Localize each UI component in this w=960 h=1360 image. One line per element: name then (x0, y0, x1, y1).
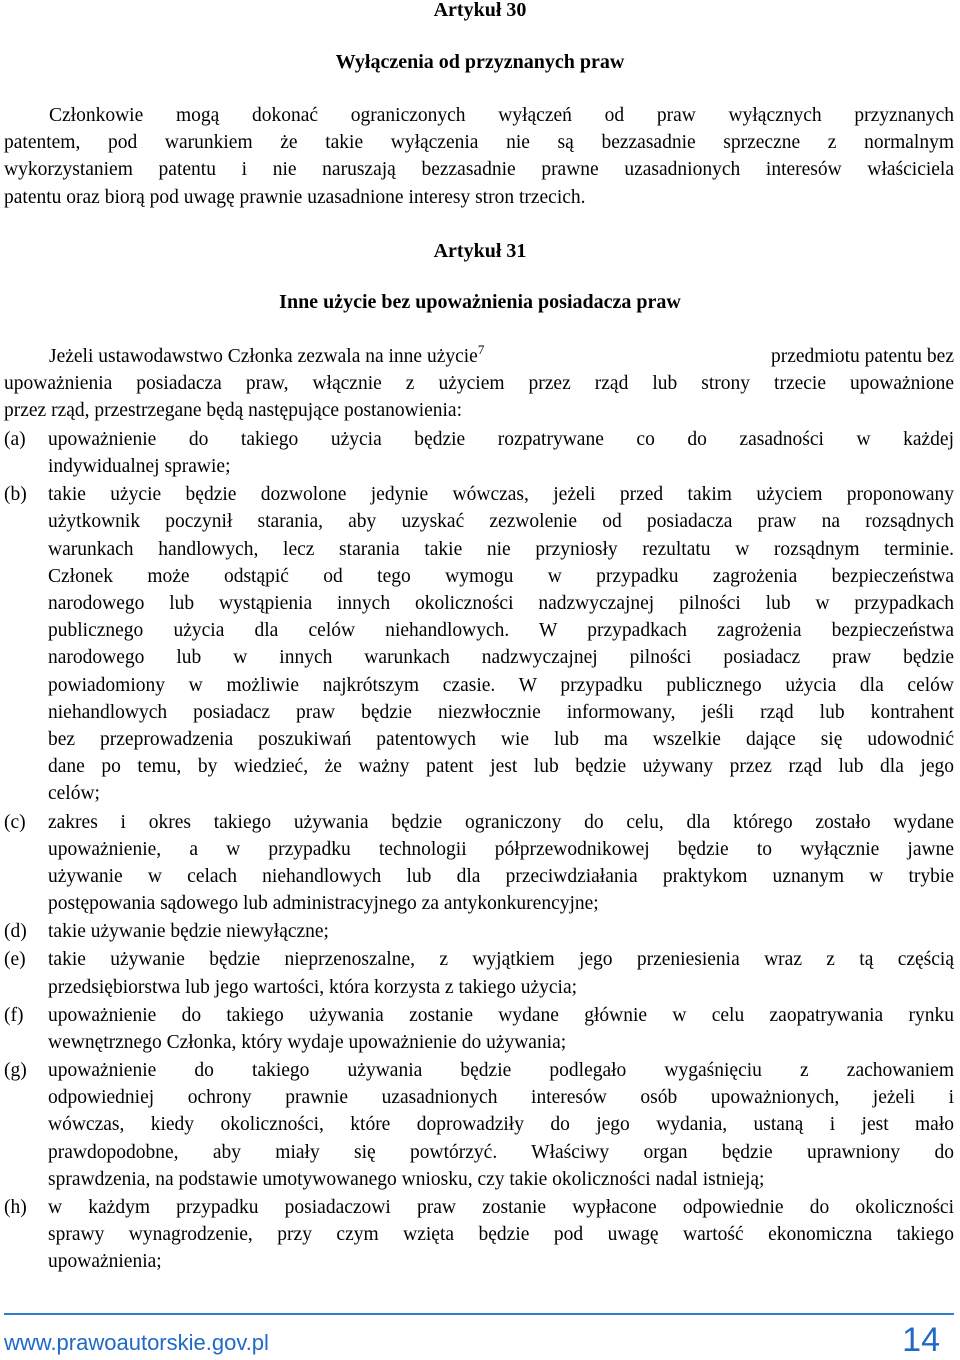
list-item-text (48, 1057, 954, 1193)
list-item-label: (c) (4, 811, 26, 833)
list-item-text (48, 809, 954, 918)
list-item-line: Członek może odstąpić od tego wymogu w przypadku zagrożenia bezpieczeństwa (48, 565, 954, 587)
list-item-text (48, 1194, 954, 1276)
list-item-text (48, 946, 954, 1000)
paragraph-line: przez rząd, przestrzegane będą następujące postanowienia: (4, 400, 463, 422)
list-item-label: (e) (4, 949, 26, 971)
list-item-text (48, 918, 954, 945)
paragraph-line: wykorzystaniem patentu i nie naruszają bezzasadnie prawne uzasadnionych interesów właściciela (4, 159, 954, 181)
intro-line-first (4, 343, 954, 370)
list-item-label: (b) (4, 484, 27, 506)
paragraph-line: patentem, pod warunkiem że takie wyłączenia nie są bezzasadnie sprzeczne z normalnym (4, 132, 954, 154)
list-item-line: publicznego użycia dla celów niehandlowych. W przypadkach zagrożenia bezpieczeństwa (48, 620, 954, 642)
list-item-line: dane po temu, by wiedzieć, że ważny patent jest lub będzie używany przez rząd lub dla jego (48, 756, 954, 778)
list-item-line: warunkach handlowych, lecz starania takie nie przyniosły rezultatu w rozsądnym terminie. (48, 538, 954, 560)
intro-text-b: przedmiotu patentu bez (770, 346, 954, 367)
list-item-line: przedsiębiorstwa lub jego wartości, która korzysta z takiego użycia; (48, 976, 578, 998)
list-item-line: użytkownik poczynił starania, aby uzyskać zezwolenie od posiadacza praw na rozsądnych (48, 511, 954, 533)
list-item-line: takie użycie będzie dozwolone jedynie wówczas, jeżeli przed takim użyciem proponowany (48, 484, 954, 506)
list-item-line: upoważnienie do takiego użycia będzie rozpatrywane co do zasadności w każdej (48, 429, 954, 450)
footer-link[interactable]: www.prawoautorskie.gov.pl (4, 1330, 269, 1355)
list-item-label: (d) (4, 921, 27, 943)
list-item-label: (h) (4, 1196, 27, 1218)
list-item-line: postępowania sądowego lub administracyjnego za antykonkurencyjne; (48, 893, 599, 915)
article-31-subtitle: Inne użycie bez upoważnienia posiadacza praw (279, 291, 681, 313)
page-number: 14 (902, 1321, 940, 1359)
list-item-line: narodowego lub w innych warunkach nadzwyczajnej pilności posiadacz praw będzie (48, 647, 954, 669)
list-item-line: upoważnienia; (48, 1251, 162, 1273)
list-item-line: sprawdzenia, na podstawie umotywowanego wniosku, czy takie okoliczności nadal istnieją; (48, 1168, 765, 1190)
article-30-paragraph (4, 102, 954, 211)
list-item-line: odpowiedniej ochrony prawnie uzasadnionych interesów osób upoważnionych, jeżeli i (48, 1087, 954, 1109)
list-item-line: w każdym przypadku posiadaczowi praw zostanie wypłacone odpowiednie do okoliczności (48, 1196, 954, 1218)
intro-text-a: Jeżeli ustawodawstwo Członka zezwala na inne użycie$^7$ (49, 342, 485, 367)
footnote-marker[interactable]: 7 (477, 342, 485, 357)
article-30-title: Artykuł 30 (433, 0, 527, 21)
list-item-line: takie używanie będzie nieprzenoszalne, z wyjątkiem jego przeniesienia wraz z tą częścią (48, 949, 954, 971)
list-item-line: powiadomiony w możliwie najkrótszym czasie. W przypadku publicznego użycia dla celów (48, 674, 954, 696)
footer-divider (4, 1313, 954, 1315)
list-item-line: indywidualnej sprawie; (48, 456, 231, 478)
list-item-line: niehandlowych posiadacz praw będzie niezwłocznie informowany, jeśli rząd lub kontrahent (48, 701, 954, 723)
list-item-line: upoważnienie do takiego używania zostanie wydane głównie w celu zaopatrywania rynku (48, 1004, 954, 1026)
article-31-intro (4, 343, 954, 425)
paragraph-line: upoważnienia posiadacza praw, włącznie z użyciem przez rząd lub strony trzecie upoważnione (4, 373, 954, 395)
list-item-label: (a) (4, 429, 26, 450)
list-item-line: narodowego lub wystąpienia innych okoliczności nadzwyczajnej pilności lub w przypadkach (48, 593, 954, 615)
article-30-subtitle: Wyłączenia od przyznanych praw (335, 51, 625, 73)
list-item-text (48, 426, 954, 480)
list-item-line: bez przeprowadzenia poszukiwań patentowych wie lub ma wszelkie dające się udowodnić (48, 728, 954, 750)
list-item-line: upoważnienie, a w przypadku technologii półprzewodnikowej będzie to wyłącznie jawne (48, 838, 954, 860)
article-31-title: Artykuł 31 (433, 240, 527, 262)
list-item-line: wewnętrznego Członka, który wydaje upoważnienie do używania; (48, 1031, 567, 1053)
list-item-label: (f) (4, 1004, 24, 1026)
list-item-line: sprawy wynagrodzenie, przy czym wzięta będzie pod uwagę wartość ekonomiczna takiego (48, 1224, 954, 1246)
list-item-line: celów; (48, 783, 100, 805)
list-item-line: prawdopodobne, aby miały się powtórzyć. Właściwy organ będzie uprawniony do (48, 1141, 954, 1163)
list-item-text (48, 481, 954, 807)
paragraph-line: patentu oraz biorą pod uwagę prawnie uzasadnione interesy stron trzecich. (4, 186, 586, 208)
list-item-line: upoważnienie do takiego używania będzie podlegało wygaśnięciu z zachowaniem (48, 1060, 954, 1081)
paragraph-line: Członkowie mogą dokonać ograniczonych wyłączeń od praw wyłącznych przyznanych (49, 105, 954, 126)
list-item-line: używanie w celach niehandlowych lub dla przeciwdziałania praktykom uznanym w trybie (48, 865, 954, 887)
list-item-line: takie używanie będzie niewyłączne; (48, 921, 329, 943)
list-item-line: wówczas, kiedy okoliczności, które doprowadziły do jego wydania, ustaną i jest mało (48, 1114, 954, 1136)
list-item-label: (g) (4, 1060, 27, 1081)
list-item-text (48, 1002, 954, 1056)
list-item-line: zakres i okres takiego używania będzie ograniczony do celu, dla którego zostało wydane (48, 811, 954, 833)
